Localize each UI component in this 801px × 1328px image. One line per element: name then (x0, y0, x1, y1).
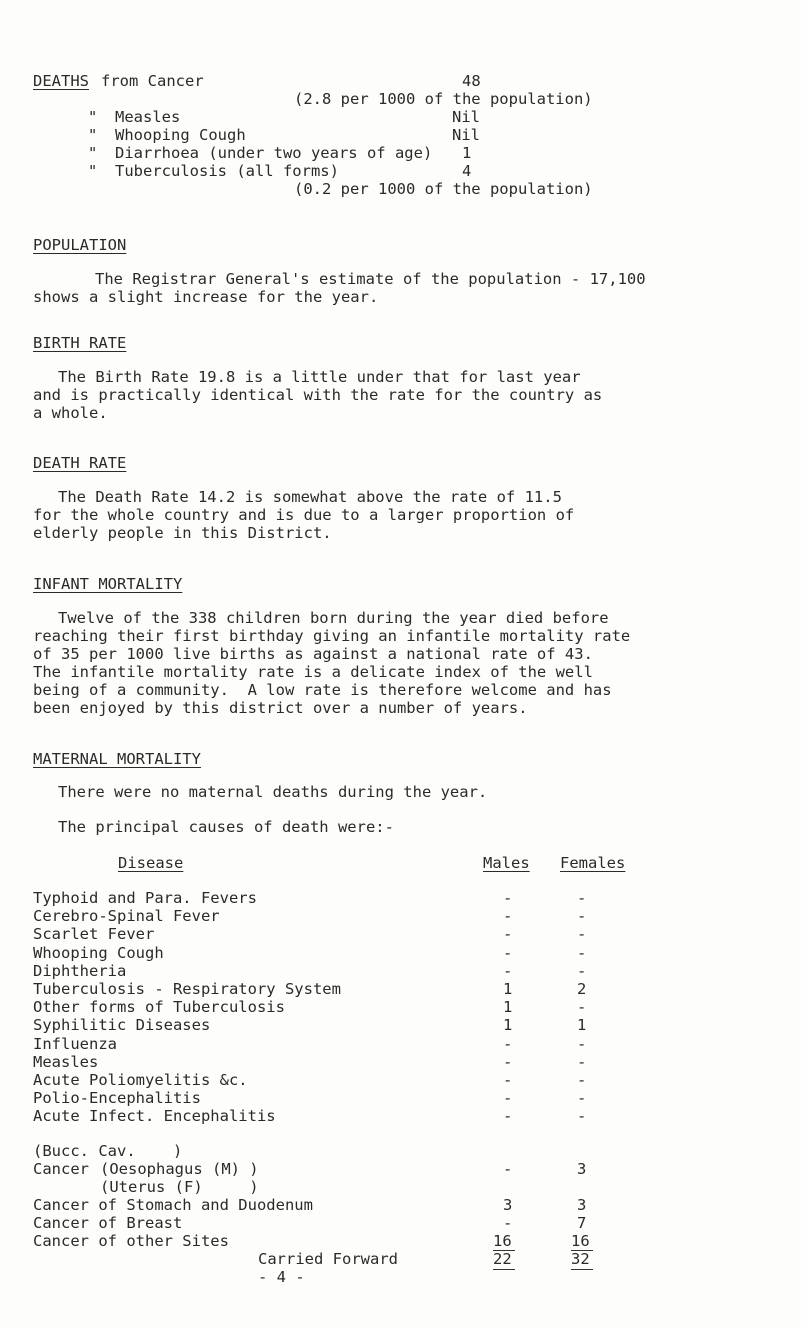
population-text: shows a slight increase for the year. (33, 288, 379, 306)
table-cell-disease: Polio-Encephalitis (33, 1089, 201, 1108)
maternal-mortality-heading: MATERNAL MORTALITY (33, 750, 201, 768)
infant-mortality-text: of 35 per 1000 live births as against a national rate of 43. (33, 645, 593, 663)
total-underline-females (571, 1269, 593, 1270)
table-cell-females: - (577, 1052, 587, 1071)
table-cell-males: 1 (503, 1016, 513, 1035)
deaths-measles-value: Nil (452, 108, 480, 126)
ditto-mark: " (88, 162, 98, 180)
table-cell-males: 3 (503, 1196, 513, 1214)
carried-forward-males: 22 (493, 1250, 512, 1268)
table-cell-disease: Scarlet Fever (33, 925, 155, 944)
table-cell-females: 16 (571, 1232, 590, 1251)
causes-intro: The principal causes of death were:- (58, 818, 394, 836)
table-cell-males: - (503, 1071, 513, 1089)
column-header-females: Females (560, 854, 626, 872)
infant-mortality-text: being of a community. A low rate is therefore welcome and has (33, 681, 612, 699)
table-cell-males: - (503, 961, 513, 980)
table-cell-disease: Typhoid and Para. Fevers (33, 889, 257, 907)
carried-forward-label: Carried Forward (258, 1250, 398, 1268)
table-cell-males: - (503, 1089, 513, 1108)
death-rate-text: for the whole country and is due to a larger proportion of (33, 506, 575, 524)
table-cell-males: 16 (493, 1232, 512, 1251)
table-cell-males: - (503, 907, 513, 926)
table-cell-disease: (Bucc. Cav. ) (33, 1142, 183, 1160)
table-cell-males: - (503, 1214, 513, 1233)
table-cell-disease: Syphilitic Diseases (33, 1016, 211, 1035)
deaths-cancer-rate: (2.8 per 1000 of the population) (294, 90, 593, 108)
deaths-tb-rate: (0.2 per 1000 of the population) (294, 180, 593, 198)
deaths-heading: DEATHS (33, 72, 89, 90)
table-cell-disease: Other forms of Tuberculosis (33, 998, 285, 1017)
table-cell-females: 2 (577, 980, 587, 998)
table-cell-females: - (577, 889, 587, 907)
table-cell-females: 3 (577, 1160, 587, 1178)
table-cell-disease: Diphtheria (33, 961, 127, 980)
table-cell-females: 7 (577, 1214, 587, 1233)
column-header-males: Males (483, 854, 530, 872)
table-cell-disease: Influenza (33, 1034, 117, 1053)
table-cell-disease: Acute Poliomyelitis &c. (33, 1071, 248, 1089)
deaths-cancer-label: from Cancer (101, 72, 204, 90)
deaths-tb-value: 4 (462, 162, 472, 180)
table-cell-females: - (577, 1034, 587, 1053)
infant-mortality-text: been enjoyed by this district over a number of years. (33, 699, 528, 717)
death-rate-text: elderly people in this District. (33, 524, 332, 542)
deaths-cancer-count: 48 (462, 72, 481, 90)
table-cell-males: - (503, 925, 513, 944)
table-cell-females: 3 (577, 1196, 587, 1214)
page-number: - 4 - (258, 1268, 305, 1286)
ditto-mark: " (88, 108, 98, 126)
population-heading: POPULATION (33, 236, 127, 254)
birth-rate-text: and is practically identical with the rate for the country as (33, 386, 603, 404)
table-cell-males: - (503, 1160, 513, 1178)
table-cell-females: 1 (577, 1016, 587, 1035)
table-cell-males: - (503, 889, 513, 907)
deaths-tb-label: Tuberculosis (all forms) (115, 162, 339, 180)
infant-mortality-text: The infantile mortality rate is a delicate index of the well (33, 663, 593, 681)
deaths-measles-label: Measles (115, 108, 181, 126)
table-cell-males: 1 (503, 998, 513, 1017)
table-cell-females: - (577, 1089, 587, 1108)
table-cell-females: - (577, 961, 587, 980)
table-cell-disease: Cancer of other Sites (33, 1232, 229, 1251)
table-cell-males: - (503, 1107, 513, 1126)
total-underline-males (493, 1269, 515, 1270)
table-cell-disease: Cancer (33, 1160, 89, 1178)
carried-forward-females: 32 (571, 1250, 590, 1268)
column-header-disease: Disease (118, 854, 184, 872)
ditto-mark: " (88, 126, 98, 144)
table-cell-disease: Whooping Cough (33, 943, 164, 962)
infant-mortality-heading: INFANT MORTALITY (33, 575, 183, 593)
death-rate-text: The Death Rate 14.2 is somewhat above the rate of 11.5 (58, 488, 562, 506)
table-cell-disease: Tuberculosis - Respiratory System (33, 980, 341, 998)
table-cell-disease: Cerebro-Spinal Fever (33, 907, 220, 926)
table-cell-females: - (577, 925, 587, 944)
table-cell-disease: (Uterus (F) ) (100, 1178, 259, 1196)
table-cell-disease: Cancer of Stomach and Duodenum (33, 1196, 313, 1214)
deaths-whooping-label: Whooping Cough (115, 126, 246, 144)
table-cell-disease: (Oesophagus (M) ) (100, 1160, 259, 1178)
table-cell-disease: Acute Infect. Encephalitis (33, 1107, 276, 1126)
infant-mortality-text: Twelve of the 338 children born during the year died before (58, 609, 609, 627)
table-cell-males: - (503, 1052, 513, 1071)
table-cell-females: - (577, 998, 587, 1017)
table-cell-females: - (577, 1107, 587, 1126)
population-text: The Registrar General's estimate of the population - 17,100 (95, 270, 646, 288)
table-cell-males: 1 (503, 980, 513, 998)
table-cell-disease: Measles (33, 1052, 99, 1071)
deaths-whooping-value: Nil (452, 126, 480, 144)
table-cell-males: - (503, 943, 513, 962)
table-cell-females: - (577, 1071, 587, 1089)
table-cell-females: - (577, 943, 587, 962)
table-cell-males: - (503, 1034, 513, 1053)
infant-mortality-text: reaching their first birthday giving an infantile mortality rate (33, 627, 631, 645)
deaths-diarrhoea-label: Diarrhoea (under two years of age) (115, 144, 433, 162)
table-cell-disease: Cancer of Breast (33, 1214, 183, 1233)
ditto-mark: " (88, 144, 98, 162)
birth-rate-text: a whole. (33, 404, 108, 422)
maternal-mortality-text: There were no maternal deaths during the year. (58, 783, 488, 801)
birth-rate-heading: BIRTH RATE (33, 334, 127, 352)
table-cell-females: - (577, 907, 587, 926)
death-rate-heading: DEATH RATE (33, 454, 127, 472)
birth-rate-text: The Birth Rate 19.8 is a little under that for last year (58, 368, 581, 386)
deaths-diarrhoea-value: 1 (462, 144, 472, 162)
